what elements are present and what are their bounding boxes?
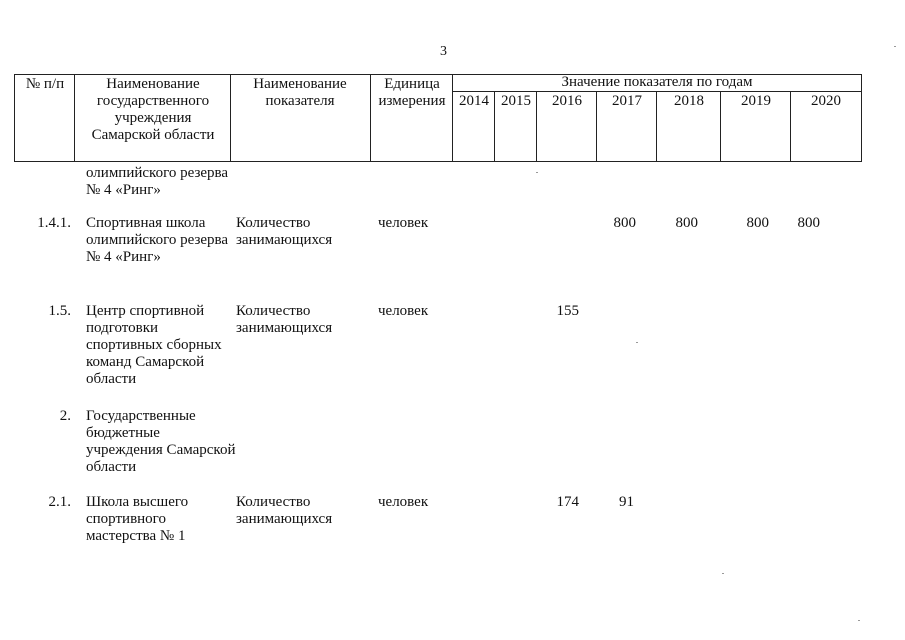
header-indicator: Наименование показателя [253,76,347,109]
carryover-text: олимпийского резерва № 4 «Ринг» [86,165,229,198]
header-institution: Наименование государственного учреждения Самарской области [91,76,215,143]
row-unit: человек [378,303,429,319]
row-number: 1.5. [48,303,71,319]
row-number: 2. [59,408,71,424]
divider [656,91,657,162]
header-left-border [14,74,15,162]
row-institution: Государственные бюджетные учреждения Самарской области [86,408,236,475]
row-value-2016: 155 [556,303,579,319]
divider [74,74,75,162]
header-year: 2015 [501,93,531,109]
header-year: 2019 [741,93,771,109]
row-institution: Школа высшего спортивного мастерства № 1 [86,494,189,544]
divider [370,74,371,162]
scan-speck [858,620,860,621]
row-indicator: Количество занимающихся [236,215,333,248]
divider [494,91,495,162]
divider [596,91,597,162]
divider [452,74,453,162]
row-number: 2.1. [48,494,71,510]
header-values-title: Значение показателя по годам [561,74,753,90]
table-row [0,215,905,285]
header-right-border [861,74,862,162]
scan-speck [722,573,724,574]
row-value-2018: 800 [675,215,698,231]
row-value-2016: 174 [556,494,579,510]
table-header [14,74,862,162]
row-value-2019: 800 [746,215,769,231]
header-year: 2020 [811,93,841,109]
scan-speck [636,342,638,343]
header-unit: Единица измерения [378,76,446,109]
row-institution: Центр спортивной подготовки спортивных сборных команд Самарской области [86,303,222,387]
row-value-2020: 800 [797,215,820,231]
row-value-2017: 91 [619,494,634,510]
row-unit: человек [378,215,429,231]
row-indicator: Количество занимающихся [236,303,333,336]
header-year: 2018 [674,93,704,109]
divider [536,91,537,162]
page-number: 3 [440,44,447,59]
divider [790,91,791,162]
table-row [0,408,905,480]
row-unit: человек [378,494,429,510]
header-num: № п/п [25,76,65,92]
divider [720,91,721,162]
header-year: 2017 [612,93,642,109]
row-institution: Спортивная школа олимпийского резерва № 4 «Ринг» [86,215,229,265]
header-year: 2014 [459,93,489,109]
table-row [0,494,905,566]
row-number: 1.4.1. [37,215,71,231]
header-bottom-border [14,161,862,162]
years-separator [452,91,862,92]
header-year: 2016 [552,93,582,109]
row-value-2017: 800 [613,215,636,231]
scan-speck [536,172,538,173]
table-row [0,303,905,393]
scan-speck [894,46,896,47]
divider [230,74,231,162]
row-indicator: Количество занимающихся [236,494,333,527]
